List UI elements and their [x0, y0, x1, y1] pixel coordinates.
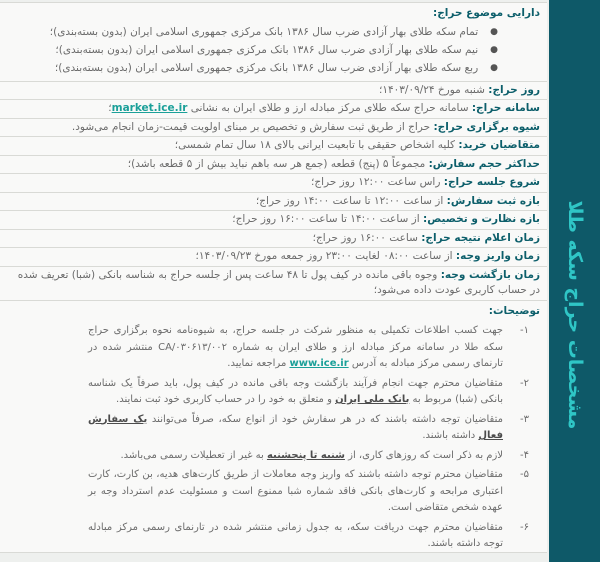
row-value: ساعت ۱۶:۰۰ روز حراج؛ [312, 231, 418, 244]
row-value: راس ساعت ۱۲:۰۰ روز حراج؛ [311, 176, 441, 188]
note-text-segment: متقاضیان محترم جهت دریافت سکه، به جدول زمانی منتشر شده در تارنمای رسمی مرکز مبادله توجه داشته باشند. [88, 521, 503, 549]
note-marker: ۵- [520, 469, 529, 480]
specs-table [0, 2, 547, 553]
emphasis-text: بانک ملی ایران [335, 394, 410, 405]
note-item [88, 467, 529, 517]
note-text-segment: و متعلق به خود را در حساب کاربری خود ثبت نمایند. [116, 394, 336, 405]
spec-row-result-time [0, 230, 547, 249]
note-item [88, 412, 529, 445]
note-text [88, 467, 503, 517]
row-label: بازه نظارت و تخصیص: [423, 213, 540, 225]
row-value: حراج از طریق ثبت سفارش و تخصیص بر مبنای اولویت قیمت-زمان انجام می‌شود. [71, 120, 431, 133]
row-value: وجوه باقی مانده در کیف پول تا ۴۸ ساعت پس از جلسه حراج به شناسه بانکی (شبا) تعریف شده در حساب کاربری عودت داده می‌شود؛ [17, 268, 540, 296]
row-value: مجموعاً ۵ (پنج) قطعه (جمع هر سه باهم نباید بیش از ۵ قطعه باشد)؛ [127, 157, 426, 170]
note-text-segment: لازم به ذکر است که روزهای کاری، از [344, 449, 503, 461]
row-label: بازه ثبت سفارش: [446, 194, 540, 207]
bullet-icon: ● [490, 62, 498, 73]
note-marker: ۴- [520, 449, 529, 461]
note-text [88, 376, 503, 409]
row-label: زمان بازگشت وجه: [440, 268, 540, 281]
note-marker: ۶- [520, 521, 529, 533]
row-value: سامانه حراج سکه طلای مرکز مبادله ارز و طلای ایران به نشانی [187, 102, 469, 114]
row-label: سامانه حراج: [471, 102, 540, 114]
row-label: حداکثر حجم سفارش: [428, 157, 540, 170]
asset-item-text: ربع سکه طلای بهار آزادی ضرب سال ۱۳۸۶ بانک مرکزی جمهوری اسلامی ایران (بدون بسته‌بندی)؛ [54, 61, 479, 74]
note-text-segment: داشته باشند. [422, 430, 479, 441]
ice-link[interactable]: www.ice.ir [289, 358, 349, 369]
notes-header-row [0, 301, 547, 322]
notes-label: توضیحات: [488, 304, 540, 317]
asset-item [18, 41, 498, 59]
spec-row-session-start [0, 174, 547, 193]
note-text-segment: متقاضیان توجه داشته باشند که در هر سفارش خود از انواع سکه، صرفاً می‌توانند [147, 413, 503, 425]
note-marker: ۲- [520, 377, 529, 389]
row-value: کلیه اشخاص حقیقی با تابعیت ایرانی بالای ۱۸ سال تمام شمسی؛ [174, 139, 456, 151]
spec-row-review-window [0, 211, 547, 230]
note-text [88, 520, 503, 553]
specs-sidebar [549, 0, 600, 562]
note-item [88, 448, 529, 465]
spec-row-order-window [0, 193, 547, 212]
spec-row-auction-platform [0, 100, 547, 119]
note-text [88, 412, 503, 445]
bullet-icon: ● [490, 44, 498, 55]
note-text-segment: متقاضیان محترم توجه داشته باشند که واریز وجه معاملات از طریق کارت‌های هدیه، بن کارت، کارت اعتباری مرابحه و کارت‌های بانکی فاقد شماره شبا ممنوع است و مسئولیت عدم استرداد وجه بر عهده شخص متقاضی است. [88, 469, 503, 513]
note-item [88, 520, 529, 553]
row-label: زمان واریز وجه: [455, 250, 540, 262]
row-value: شنبه مورخ ۱۴۰۳/۰۹/۲۴؛ [379, 83, 485, 96]
asset-label: دارایی موضوع حراج: [433, 7, 540, 19]
asset-item-text: نیم سکه طلای بهار آزادی ضرب سال ۱۳۸۶ بانک مرکزی جمهوری اسلامی ایران (بدون بسته‌بندی)؛ [55, 43, 479, 56]
row-value: از ساعت ۰۸:۰۰ لغایت ۲۳:۰۰ روز جمعه مورخ ۱۴۰۳/۰۹/۲۳؛ [195, 250, 453, 262]
row-label: شیوه برگزاری حراج: [433, 120, 540, 133]
note-item [88, 376, 529, 409]
row-value: از ساعت ۱۴:۰۰ تا ساعت ۱۶:۰۰ روز حراج؛ [232, 213, 420, 225]
spec-row-auction-method [0, 119, 547, 138]
emphasis-text: شنبه تا پنجشنبه [266, 449, 345, 461]
spec-row-deposit-time [0, 248, 547, 267]
asset-bullet-list [8, 22, 540, 77]
row-value: از ساعت ۱۲:۰۰ تا ساعت ۱۴:۰۰ روز حراج؛ [255, 194, 444, 207]
emphasis-text: یک سفارش فعال [88, 413, 503, 441]
note-text-segment: به غیر از تعطیلات رسمی می‌باشد. [120, 449, 267, 461]
row-label: شروع جلسه حراج: [443, 176, 540, 188]
bullet-icon: ● [490, 26, 498, 37]
row-suffix: ؛ [108, 102, 112, 114]
market-link[interactable]: market.ice.ir [111, 102, 188, 114]
notes-list [0, 321, 547, 553]
spec-row-max-order [0, 156, 547, 175]
row-label: زمان اعلام نتیجه حراج: [421, 231, 540, 244]
asset-item [18, 23, 498, 41]
note-text [88, 448, 503, 465]
spec-row-eligible-buyers [0, 137, 547, 156]
row-label: روز حراج: [488, 83, 540, 96]
note-marker: ۱- [520, 325, 529, 336]
spec-row-auction-day [0, 82, 547, 101]
note-item [88, 323, 529, 373]
asset-item-text: تمام سکه طلای بهار آزادی ضرب سال ۱۳۸۶ بانک مرکزی جمهوری اسلامی ایران (بدون بسته‌بندی)؛ [49, 25, 479, 38]
note-text [88, 323, 503, 373]
note-text-segment: مراجعه نمایید. [227, 358, 290, 369]
note-text-segment: متقاضیان محترم جهت انجام فرآیند بازگشت وجه باقی مانده در کیف پول، باید صرفاً یک شناسه بانکی (شبا) مربوط به [88, 377, 503, 405]
spec-row-refund-time [0, 267, 547, 301]
row-label: متقاضیان خرید: [458, 139, 540, 151]
sidebar-title: مشخصات حراج سکه طلا [563, 200, 586, 430]
note-marker: ۳- [520, 413, 529, 425]
asset-row [0, 3, 547, 82]
asset-item [18, 59, 498, 77]
note-text-segment: جهت کسب اطلاعات تکمیلی به منظور شرکت در جلسه حراج، به شیوه‌نامه نحوه برگزاری حراج سکه طلا در سامانه مرکز مبادله ارز و طلای ایران به شماره CA/۰۳۰۶۱۳/۰۰۲ منتشر شده در تارنمای رسمی مرکز مبادله به آدرس [88, 325, 504, 369]
